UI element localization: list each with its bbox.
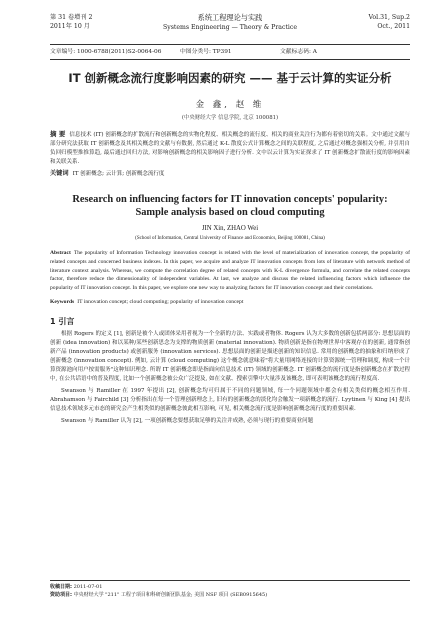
- abstract-cn: [50, 130, 410, 167]
- introduction-body: [50, 330, 410, 426]
- issue-date: 2011年 10 月: [50, 23, 90, 30]
- journal-name-cn: 系统工程理论与实践: [197, 13, 263, 22]
- funding-label: 资助项目:: [50, 591, 72, 598]
- keywords-en-label: Keywords: [50, 298, 75, 305]
- journal-name-en: Systems Engineering — Theory & Practice: [162, 24, 298, 31]
- article-meta: [50, 45, 410, 60]
- funding-value: 中央财经大学 "211" 工程子项目和科研创新团队基金; 美国 NSF 项目 (SEB0915645): [73, 591, 268, 598]
- paragraph: 根据 Rogers 的定义 [1], 创新是被个人或团体采用者视为一个全新的方法、实践或者物体. Rogers 认为大多数的创新包括两部分: 思想层面的创新 (idea innovation) 和以某种/某些创新思念为支撑的物质创新 (material innovation). 物质创新是指在物理世界中客观存在的创新, 通常指创新产品 (innovation products) 或创新服务 (innovation services). 思想层面的创新是描述创新的知识信息. 常用的创新概念的抽象和归纳形成了创新概念 (innovation concept). 例如, 云计算 (cloud computing) 这个概念就意味着"将大量用网络连接的计算资源统一管理和调度, 构成一个计算资源池向用户按需服务"这种知识理念. 所谓 IT 创新概念即是指面向信息技术 (IT) 领域的创新概念. IT 创新概念的流行度是指创新概念在扩散过程中, 在公共话语中的普及程度, 比如一个创新概念被公众广泛提及, 如在文献、搜索引擎中大量涉及该概念, 即可表明该概念的流行程度高.: [50, 330, 410, 382]
- date-en: Oct., 2011: [377, 23, 410, 30]
- section-title-introduction: 1 引言: [50, 316, 75, 326]
- abstract-en-text: The popularity of Information Technology innovation concept is related with the level of materialization of innovation concept, the popularity of related concepts and concerned business indexes. In this paper, we acquire and analyze IT innovation concepts from lots of literature with network method of literature context analysis. Whereas, we compute the correlation degree of related concepts with K-L divergence formula, and correlate the related concepts factor, therefore reduce the dimensionality of independent variables. At last, we analyze and discuss the related influencing factors which influence the popularity of IT innovation concept. In this paper, we explore one new way to analyzing factors for IT innovation concept and their correlations.: [50, 250, 410, 292]
- received-date: [50, 584, 410, 592]
- volume-issue: 第 31 卷增刊 2: [50, 14, 93, 21]
- received-value: 2011-07-01: [73, 584, 103, 590]
- footnote: [50, 580, 410, 599]
- keywords-en: [50, 298, 410, 307]
- authors-cn: 金 鑫, 赵 维: [195, 100, 265, 110]
- abstract-en-label: Abstract: [50, 250, 71, 256]
- document-code: 文献标志码: A: [280, 49, 317, 55]
- keywords-cn-label: 关键词: [50, 170, 69, 177]
- abstract-en: [50, 249, 410, 293]
- received-label: 收稿日期:: [50, 584, 72, 590]
- paragraph: Swanson 与 Ramiller 认为 [2], 一项创新概念要想获取足够的关注并成熟, 必须与现行的重要商业问题: [61, 417, 314, 424]
- authors-en: JIN Xin, ZHAO Wei: [201, 225, 259, 232]
- keywords-en-text: IT innovation concept; cloud computing; popularity of innovation concept: [77, 298, 244, 305]
- title-en: Research on influencing factors for IT innovation concepts' popularity: Sample analysis based on cloud computing: [72, 194, 388, 218]
- paragraph: Swanson 与 Ramiller 在 1997 年提出 [2], 创新概念均可归属于不同的问题领域, 每一个问题领域中都会有相关类似的概念相互作用. Abrahamson 与 Fairchild [3] 分析指出在每一个管理创新理念上, 旧有的创新概念的淡化均会触发一项新概念的流行. Lyytinen 与 King [4] 提出信息技术领域多元市态的研究会产生相类似的创新概念彼此相互影响, 可见, 相关概念流行度是影响创新概念流行度的重要因素.: [50, 387, 410, 412]
- affiliation-cn: (中央财经大学 信息学院, 北京 100081): [181, 115, 279, 121]
- abstract-cn-label: 摘 要: [50, 130, 66, 138]
- clc-number: 中图分类号: TP391: [180, 49, 232, 55]
- abstract-cn-text: 信息技术 (IT) 创新概念的扩散流行和创新概念的实物化程度、相关概念的流行度、相关的商业关注行为都有着密切的关系。文中通过文献与部分研究法获取 IT 创新概念及其相关概念的文献与有数据, 然后通过 K-L 散度公式计算概念之间的关联程度, 之后通过对概念强相关分析, 并引用自负回归模型推推算趋, 最后通过回归方法, 对影响创新概念的相关影响因子进行分析. 文中以云计算为实证探求了 IT 创新概念扩散流行度的影响因素和关联关系.: [50, 132, 410, 165]
- keywords-cn: [50, 169, 410, 179]
- affiliation-en: (School of Information, Central University of Finance and Economics, Beijing 100081, China): [135, 236, 325, 241]
- volume-en: Vol.31, Sup.2: [368, 14, 410, 21]
- funding: [50, 592, 410, 600]
- article-number: 文章编号: 1000-6788(2011)S2-0064-06: [50, 49, 162, 55]
- title-cn: IT 创新概念流行度影响因素的研究 —— 基于云计算的实证分析: [68, 71, 392, 85]
- keywords-cn-text: IT 创新概念; 云计算; 创新概念流行度: [72, 171, 165, 177]
- journal-header: [50, 14, 410, 45]
